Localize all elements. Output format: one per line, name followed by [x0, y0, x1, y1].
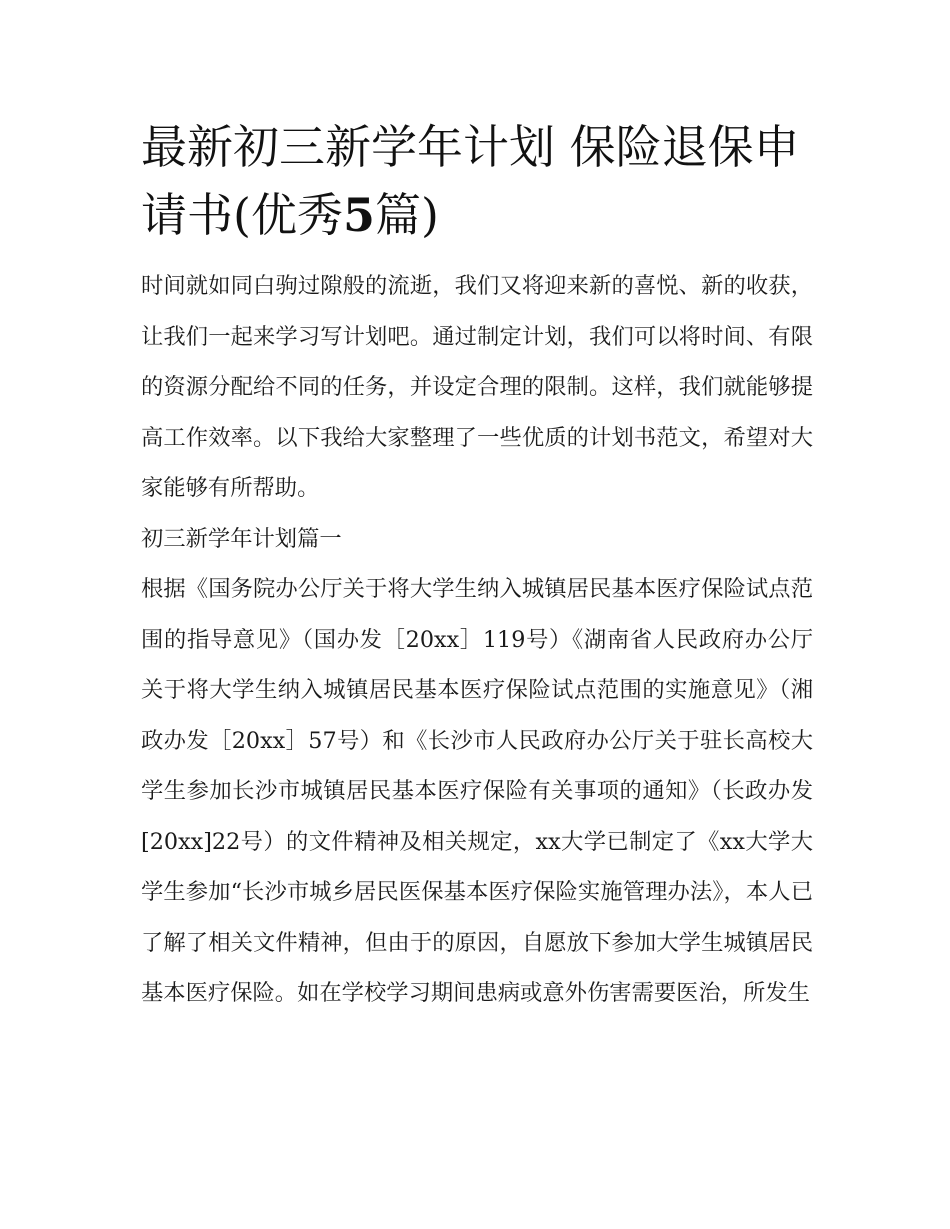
document-content — [141, 113, 813, 1019]
section-heading: 初三新学年计划篇一 — [141, 525, 342, 552]
document-title — [141, 113, 813, 249]
title-text-part1: 最新初三新学年计划 保险退保申请书(优秀 — [141, 120, 800, 242]
title-text-part2: 篇) — [374, 188, 439, 242]
intro-paragraph: 时间就如同白驹过隙般的流逝，我们又将迎来新的喜悦、新的收获，让我们一起来学习写计划吧。通过制定计划，我们可以将时间、有限的资源分配给不同的任务，并设定合理的限制。这样，我们就能够提高工作效率。以下我给大家整理了一些优质的计划书范文，希望对大家能够有所帮助。 — [141, 273, 813, 501]
title-number: 5 — [342, 188, 375, 242]
body-paragraph: 根据《国务院办公厅关于将大学生纳入城镇居民基本医疗保险试点范围的指导意见》（国办发［20xx］119号）《湖南省人民政府办公厅关于将大学生纳入城镇居民基本医疗保险试点范围的实施意见》（湘政办发［20xx］57号）和《长沙市人民政府办公厅关于驻长高校大学生参加长沙市城镇居民基本医疗保险有关事项的通知》（长政办发[20xx]22号）的文件精神及相关规定，xx大学已制定了《xx大学大学生参加“长沙市城乡居民医保基本医疗保险实施管理办法》，本人已了解了相关文件精神，但由于的原因，自愿放下参加大学生城镇居民基本医疗保险。如在学校学习期间患病或意外伤害需要医治，所发生 — [141, 576, 813, 1006]
